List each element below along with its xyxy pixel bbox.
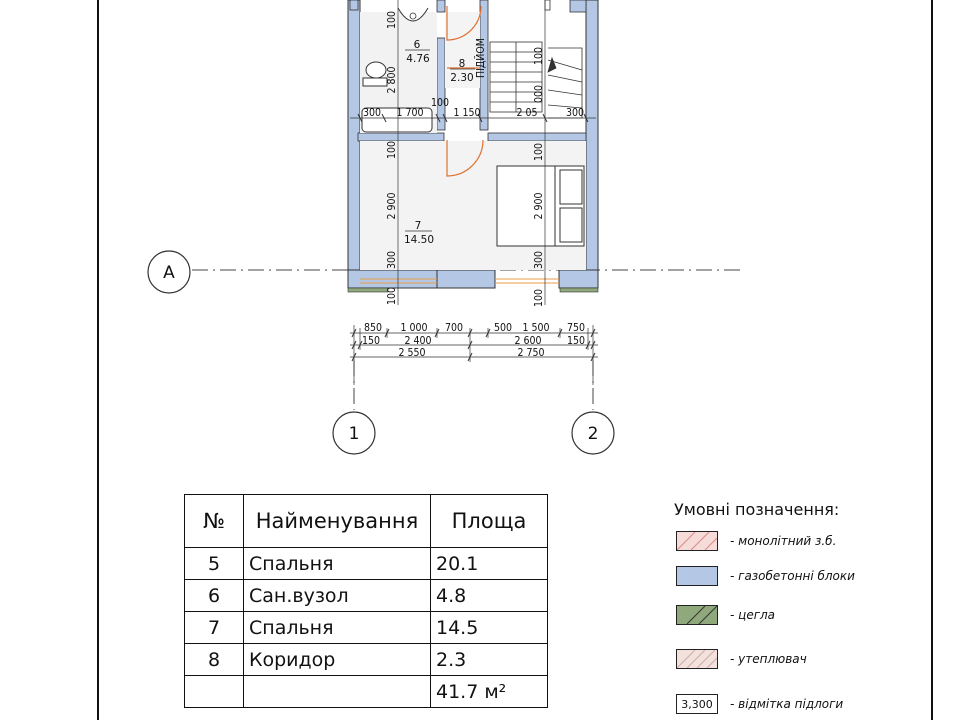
- header-no: №: [185, 495, 244, 548]
- legend-label: - монолітний з.б.: [730, 534, 837, 548]
- dim-right-2: 000: [533, 84, 545, 104]
- room-8-area: 2.30: [450, 72, 474, 84]
- dim-left-2: 2 800: [386, 66, 398, 94]
- dim-right-3: 100: [533, 142, 545, 162]
- wall-horizontal-right: [488, 133, 586, 141]
- room-7-number: 7: [414, 220, 422, 232]
- dim-bottom2-2: 2 400: [404, 335, 432, 347]
- dim-right-1: 100: [533, 46, 545, 66]
- axis-label-2: 2: [587, 424, 599, 444]
- dim-bottom1-4: 500: [493, 322, 513, 334]
- cell-no: 6: [185, 580, 244, 612]
- wall-horizontal-left: [358, 133, 444, 141]
- stair-label: ПІДЙОМ: [475, 38, 487, 78]
- dim-bottom1-5: 1 500: [522, 322, 550, 334]
- legend-label: - газобетонні блоки: [730, 569, 855, 583]
- dim-left-6: 100: [386, 286, 398, 306]
- table-total-row: [185, 676, 548, 708]
- dim-right-6: 100: [533, 288, 545, 308]
- table-header-row: [185, 495, 548, 548]
- cell-no: 7: [185, 612, 244, 644]
- axis-label-1: 1: [348, 424, 360, 444]
- dim-bottom1-1: 850: [363, 322, 383, 334]
- cell-name: Сан.вузол: [244, 580, 431, 612]
- cell-name: [244, 676, 431, 708]
- header-area: Площа: [431, 495, 548, 548]
- header-name: Найменування: [244, 495, 431, 548]
- room-7-area: 14.50: [403, 234, 435, 246]
- table-row: [185, 580, 548, 612]
- dim-bottom1-3: 700: [444, 322, 464, 334]
- dim-bottom1-2: 1 000: [400, 322, 428, 334]
- dim-bottom3-2: 2 750: [517, 347, 545, 359]
- dim-right-4: 2 900: [533, 192, 545, 220]
- legend-label: - відмітка підлоги: [730, 697, 844, 711]
- cell-area: 2.3: [431, 644, 548, 676]
- cell-area: 14.5: [431, 612, 548, 644]
- cell-area: 20.1: [431, 548, 548, 580]
- wall-bottom-right: [559, 270, 598, 288]
- dim-top-1: 300: [362, 107, 382, 119]
- cell-name: Спальня: [244, 612, 431, 644]
- room-schedule-table: [184, 494, 548, 708]
- dim-left-1: 100: [386, 10, 398, 30]
- dim-bottom2-4: 150: [566, 335, 586, 347]
- dim-top-5: 300: [565, 107, 585, 119]
- wall-left: [348, 0, 360, 288]
- legend-label: - утеплювач: [730, 652, 807, 666]
- table-row: [185, 548, 548, 580]
- cell-no: 5: [185, 548, 244, 580]
- table-row: [185, 644, 548, 676]
- dim-top-2: 1 700: [396, 107, 424, 119]
- dim-top-100: 100: [430, 97, 450, 109]
- room-8-number: 8: [458, 58, 466, 70]
- aerated-swatch: [676, 566, 718, 586]
- room-6-area: 4.76: [406, 53, 430, 65]
- dim-left-4: 2 900: [386, 192, 398, 220]
- axis-label-a: А: [163, 263, 175, 283]
- dim-bottom2-3: 2 600: [514, 335, 542, 347]
- dim-bottom3-1: 2 550: [398, 347, 426, 359]
- dim-top-4: 2 05: [516, 107, 538, 119]
- cell-name: Коридор: [244, 644, 431, 676]
- toilet-icon: [366, 62, 386, 78]
- brick-swatch: [676, 605, 718, 625]
- wall-bottom-middle: [437, 270, 495, 288]
- dim-bottom1-6: 750: [566, 322, 586, 334]
- table-row: [185, 612, 548, 644]
- total-area: 41.7 м²: [431, 676, 548, 708]
- dim-left-5: 300: [386, 250, 398, 270]
- legend-title: Умовні позначення:: [674, 500, 840, 519]
- dim-left-3: 100: [386, 140, 398, 160]
- floor-level-marker: 3,300: [676, 694, 718, 714]
- dim-right-5: 300: [533, 250, 545, 270]
- room-6-number: 6: [413, 39, 421, 51]
- cell-no: [185, 676, 244, 708]
- legend-label: - цегла: [730, 608, 776, 622]
- dim-top-3: 1 150: [453, 107, 481, 119]
- wall-right: [586, 0, 598, 288]
- cell-no: 8: [185, 644, 244, 676]
- insulation-swatch: [676, 649, 718, 669]
- cell-area: 4.8: [431, 580, 548, 612]
- monolithic-swatch: [676, 531, 718, 551]
- dim-bottom2-1: 150: [361, 335, 381, 347]
- cell-name: Спальня: [244, 548, 431, 580]
